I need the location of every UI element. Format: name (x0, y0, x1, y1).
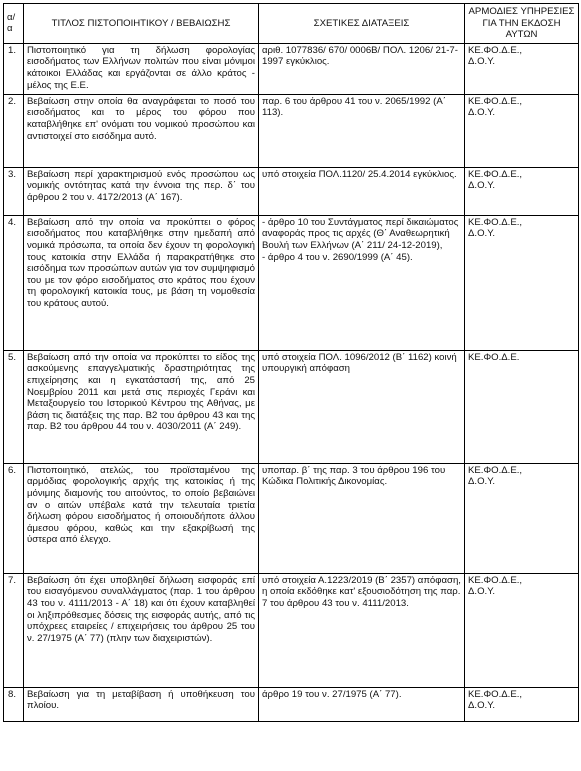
table-row (4, 94, 579, 167)
responsible-services (465, 350, 579, 463)
table-row (4, 687, 579, 721)
table-row (4, 43, 579, 94)
related-provisions (259, 687, 465, 721)
service-line: ΚΕ.ΦΟ.Δ.Ε., (468, 216, 523, 228)
service-line: ΚΕ.ΦΟ.Δ.Ε., (468, 464, 523, 476)
table-row (4, 167, 579, 215)
service-line: ΚΕ.ΦΟ.Δ.Ε., (468, 574, 523, 586)
related-provisions (259, 350, 465, 463)
service-line: Δ.Ο.Υ. (468, 180, 496, 192)
row-number: 8. (4, 687, 24, 721)
row-number: 7. (4, 573, 24, 687)
provision-line: υπό στοιχεία Α.1223/2019 (Β΄ 2357) απόφαση, η οποία εκδόθηκε κατ' εξουσιοδότηση της παρ. 7 του άρθρου 43 του ν. 4111/2013. (262, 574, 461, 609)
certificate-title: Βεβαίωση στην οποία θα αναγράφεται το ποσό του εισοδήματος και το μέρος του φόρου που καταβλήθηκε επ' ονόματι του νομικού προσώπου και αντιστοιχεί στο εισόδημα αυτό. (24, 94, 259, 167)
service-line: ΚΕ.ΦΟ.Δ.Ε., (468, 688, 523, 700)
provision-line: παρ. 6 του άρθρου 41 του ν. 2065/1992 (Α΄ 113). (262, 95, 446, 119)
row-number: 4. (4, 215, 24, 350)
responsible-services (465, 573, 579, 687)
row-number: 3. (4, 167, 24, 215)
service-line: ΚΕ.ΦΟ.Δ.Ε., (468, 44, 523, 56)
header-title: ΤΙΤΛΟΣ ΠΙΣΤΟΠΟΙΗΤΙΚΟΥ / ΒΕΒΑΙΩΣΗΣ (24, 4, 259, 44)
service-line: ΚΕ.ΦΟ.Δ.Ε., (468, 95, 523, 107)
responsible-services (465, 167, 579, 215)
service-line: Δ.Ο.Υ. (468, 228, 496, 240)
certificate-title: Πιστοποιητικό, ατελώς, του προϊσταμένου της αρμόδιας φορολογικής αρχής της κατοικίας ή της μόνιμης διαμονής του αιτούντος, το οποίο βεβαιώνει αν ο αιτών υπέβαλε κατά την τελευταία τριετία δήλωση φόρου εισοδήματος ή οποιουδήποτε άλλου άμεσου φόρου, καθώς και την εξακρίβωσή της ύστερα από έλεγχο. (24, 463, 259, 573)
service-line: Δ.Ο.Υ. (468, 700, 496, 712)
responsible-services (465, 215, 579, 350)
certificate-title: Βεβαίωση περί χαρακτηρισμού ενός προσώπου ως νομικής οντότητας κατά την έννοια της περ. δ΄ του άρθρου 2 του ν. 4172/2013 (Α΄ 167). (24, 167, 259, 215)
related-provisions (259, 573, 465, 687)
table-header-row (4, 4, 579, 44)
responsible-services (465, 687, 579, 721)
certificates-table (3, 3, 579, 722)
row-number: 1. (4, 43, 24, 94)
row-number: 2. (4, 94, 24, 167)
provision-line: άρθρο 19 του ν. 27/1975 (Α΄ 77). (262, 688, 402, 700)
responsible-services (465, 43, 579, 94)
table-row (4, 573, 579, 687)
related-provisions (259, 463, 465, 573)
related-provisions (259, 167, 465, 215)
responsible-services (465, 463, 579, 573)
certificate-title: Πιστοποιητικό για τη δήλωση φορολογίας εισοδήματος των Ελλήνων πολιτών που είναι μόνιμοι κάτοικοι Ελλάδας και εργάζονται σε άλλο κράτος - μέλος της Ε.Ε. (24, 43, 259, 94)
service-line: Δ.Ο.Υ. (468, 476, 496, 488)
provision-line: υποπαρ. β΄ της παρ. 3 του άρθρου 196 του Κώδικα Πολιτικής Δικονομίας. (262, 464, 446, 488)
header-services: ΑΡΜΟΔΙΕΣ ΥΠΗΡΕΣΙΕΣ ΓΙΑ ΤΗΝ ΕΚΔΟΣΗ ΑΥΤΩΝ (465, 4, 579, 44)
row-number: 5. (4, 350, 24, 463)
related-provisions (259, 215, 465, 350)
certificate-title: Βεβαίωση ότι έχει υποβληθεί δήλωση εισφοράς επί του εισαγόμενου συναλλάγματος (παρ. 1 του άρθρου 43 του ν. 4111/2013 - Α΄ 18) και ότι έχουν καταβληθεί οι ληξιπρόθεσμες δόσεις της εισφοράς αυτής, από τις υπόχρεες εταιρείες / επιχειρήσεις του άρθρου 25 του ν. 27/1975 (Α΄ 77) (πλην των διαχειριστών). (24, 573, 259, 687)
certificate-title: Βεβαίωση από την οποία να προκύπτει ο φόρος εισοδήματος που καταβλήθηκε στην ημεδαπή από νομικά πρόσωπα, τα οποία δεν έχουν τη φορολογική τους κατοικία στην Ελλάδα ή παρακρατήθηκε στο εισόδημα των προσώπων αυτών για τον συμψηφισμό του με τον φόρο εισοδήματος στο κράτος που έχουν τη φορολογική κατοικία τους, με βάση τη νομοθεσία του κράτους αυτού. (24, 215, 259, 350)
header-provisions: ΣΧΕΤΙΚΕΣ ΔΙΑΤΑΞΕΙΣ (259, 4, 465, 44)
related-provisions (259, 94, 465, 167)
table-row (4, 463, 579, 573)
provision-line: υπό στοιχεία ΠΟΛ.1120/ 25.4.2014 εγκύκλιος. (262, 168, 457, 180)
provision-line: - άρθρο 4 του ν. 2690/1999 (Α΄ 45). (262, 251, 413, 263)
service-line: ΚΕ.ΦΟ.Δ.Ε., (468, 168, 523, 180)
service-line: Δ.Ο.Υ. (468, 56, 496, 68)
table-row (4, 350, 579, 463)
service-line: Δ.Ο.Υ. (468, 586, 496, 598)
service-line: Δ.Ο.Υ. (468, 107, 496, 119)
table-body (4, 43, 579, 721)
table-row (4, 215, 579, 350)
certificate-title: Βεβαίωση για τη μεταβίβαση ή υποθήκευση του πλοίου. (24, 687, 259, 721)
responsible-services (465, 94, 579, 167)
certificate-title: Βεβαίωση από την οποία να προκύπτει το είδος της ασκούμενης επαγγελματικής δραστηριότητας της επιχείρησης και η εγκατάστασή της, από 25 Νοεμβρίου 2011 και μετά στις περιοχές Γεράνι και Μεταξουργείο του Ιστορικού Κέντρου της Αθήνας, με βάση τις διατάξεις της παρ. Β2 του άρθρου 43 και της παρ. Β2 του άρθρου 44 του ν. 4030/2011 (Α΄ 249). (24, 350, 259, 463)
row-number: 6. (4, 463, 24, 573)
provision-line: υπό στοιχεία ΠΟΛ. 1096/2012 (Β΄ 1162) κοινή υπουργική απόφαση (262, 351, 457, 375)
header-number: α/α (4, 4, 24, 44)
provision-line: - άρθρο 10 του Συντάγματος περί δικαιώματος αναφοράς προς τις αρχές (Θ΄ Αναθεωρητική Βουλή των Ελλήνων (Α΄ 211/ 24-12-2019), (262, 216, 459, 251)
provision-line: αριθ. 1077836/ 670/ 0006Β/ ΠΟΛ. 1206/ 21-7-1997 εγκύκλιος. (262, 44, 458, 68)
related-provisions (259, 43, 465, 94)
service-line: ΚΕ.ΦΟ.Δ.Ε. (468, 351, 520, 363)
